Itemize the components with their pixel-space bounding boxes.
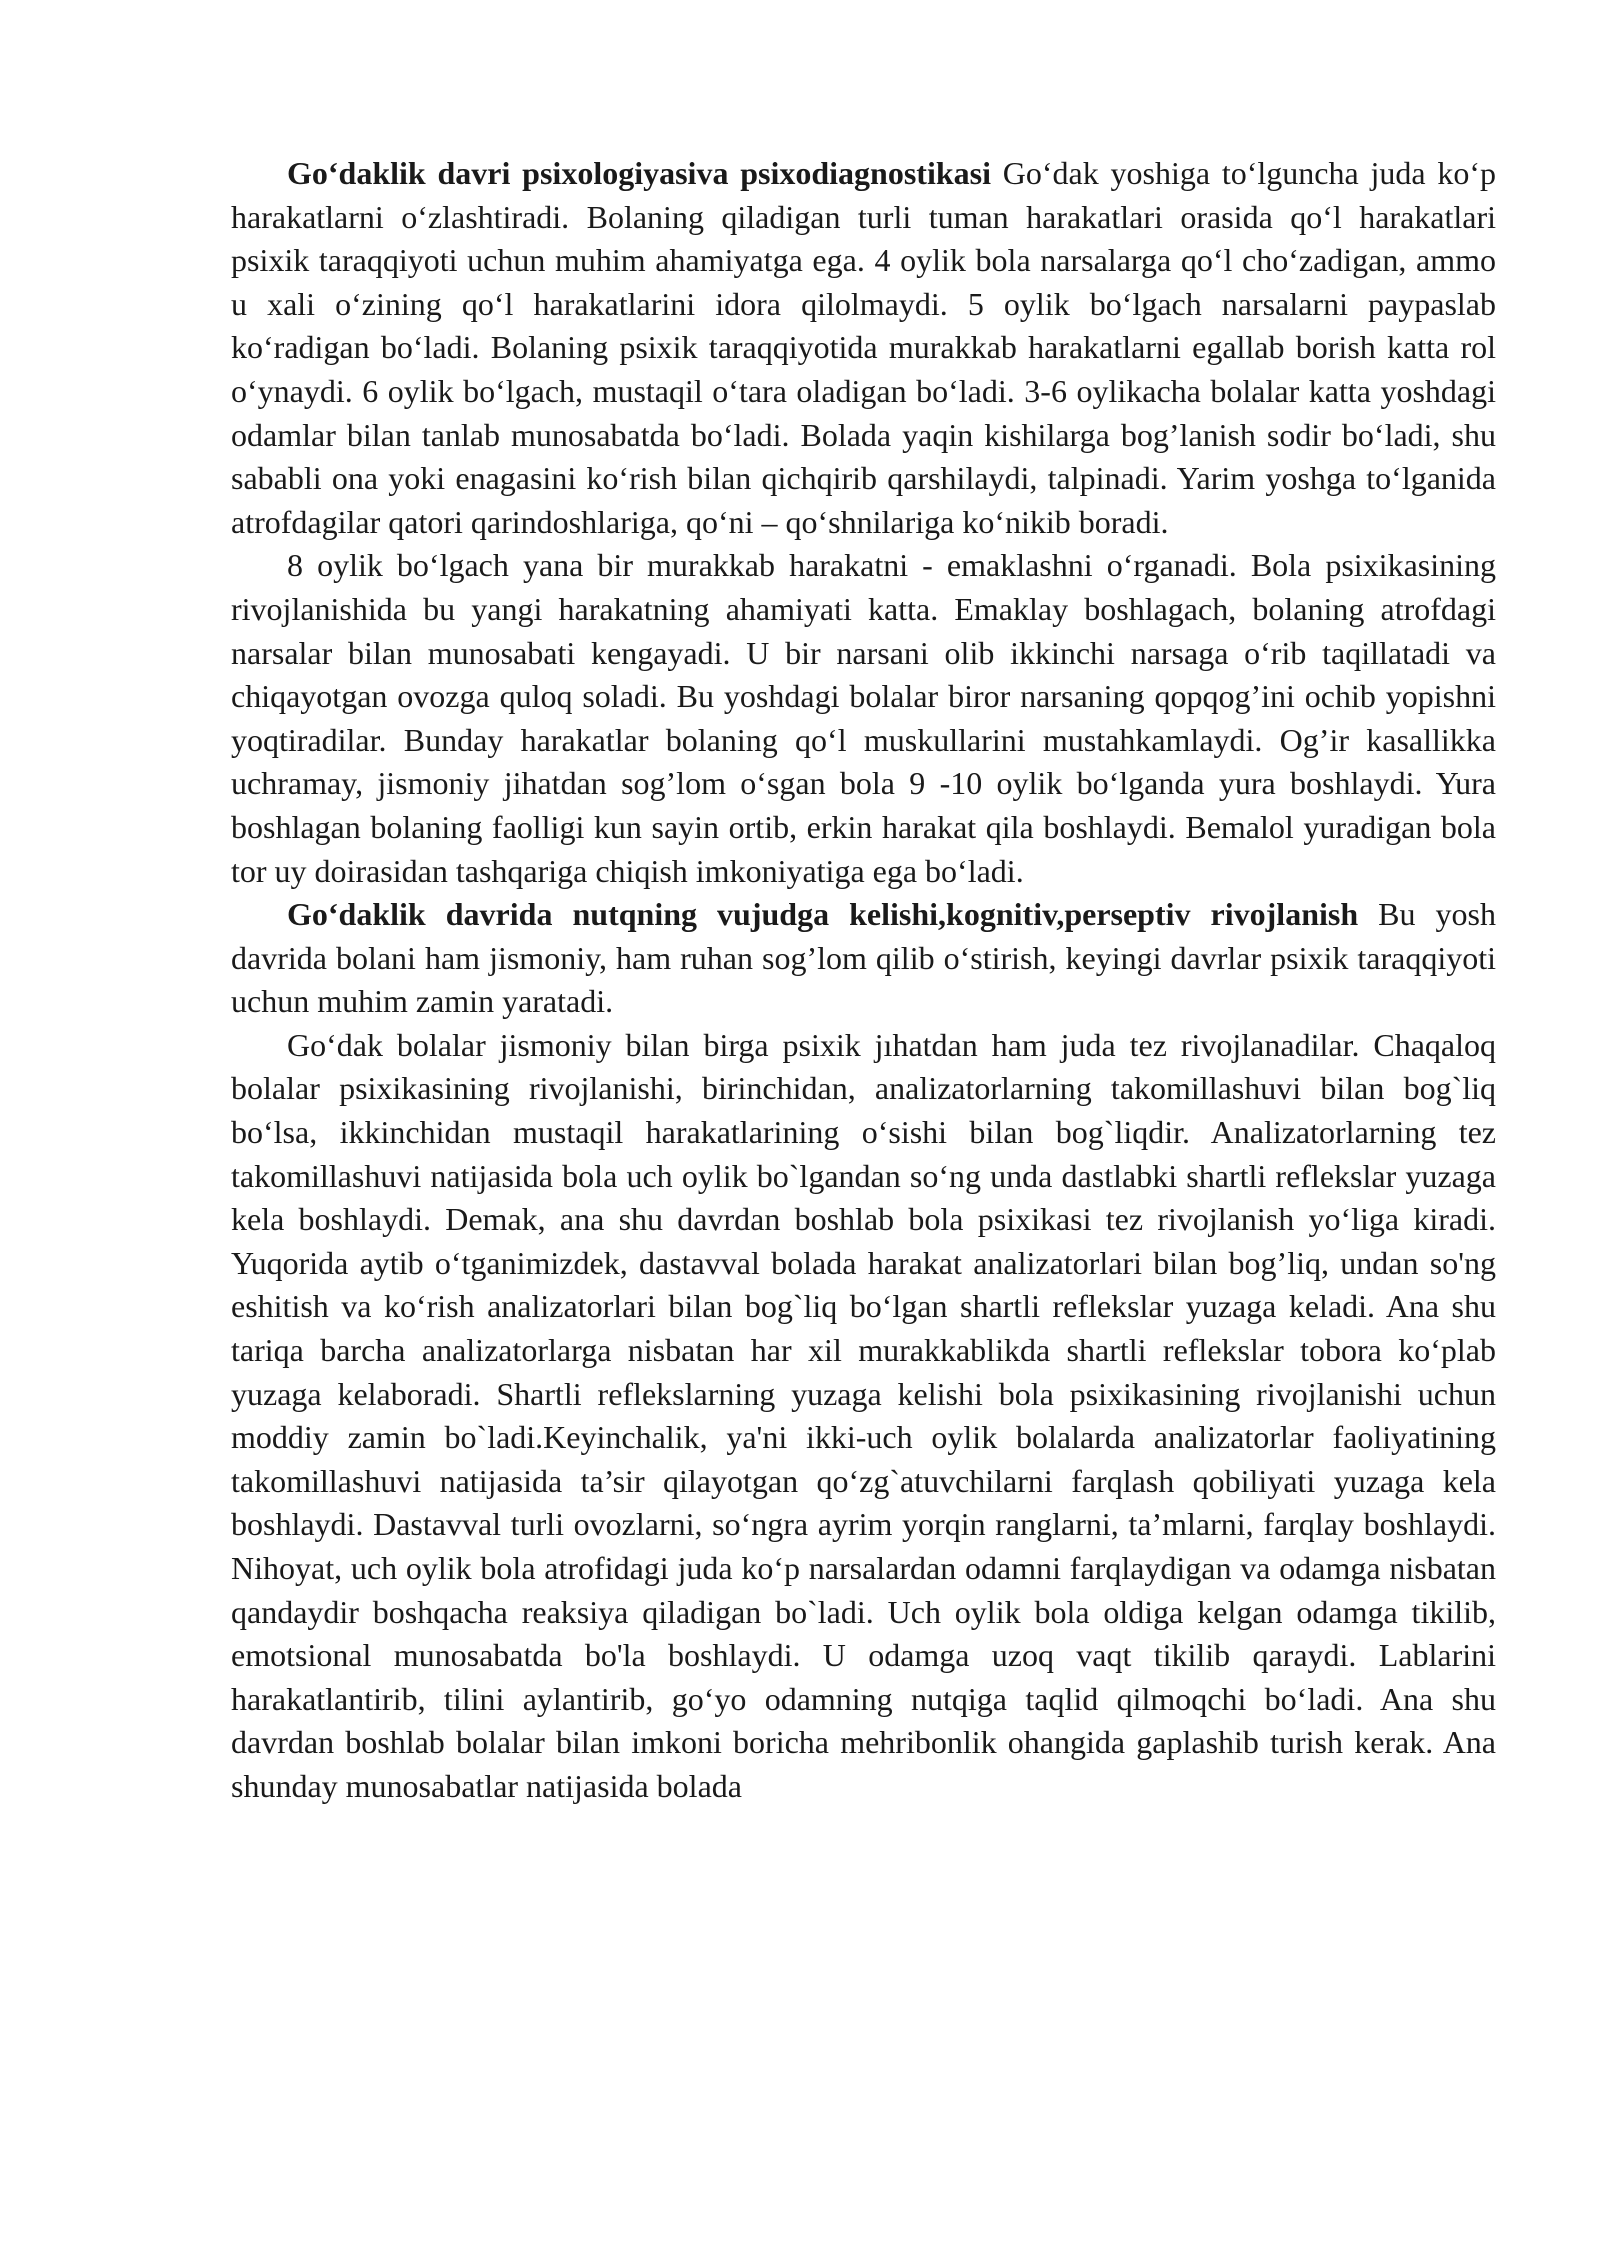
paragraph-speech-development: [231, 893, 1496, 1024]
paragraph-text: Go‘dak bolalar jismoniy bilan birga psixik jıhatdan ham juda tez rivojlanadilar. Chaqaloq bolalar psixikasining rivojlanishi, birinchidan, analizatorlarning takomillashuvi bilan bog`liq bo‘lsa, ikkinchidan mustaqil harakatlarining o‘sishi bilan bog`liqdir. Analizatorlarning tez takomillashuvi natijasida bola uch oylik bo`lgandan so‘ng unda dastlabki shartli reflekslar yuzaga kela boshlaydi. Demak, ana shu davrdan boshlab bola psixikasi tez rivojlanish yo‘liga kiradi. Yuqorida aytib o‘tganimizdek, dastavval bolada harakat analizatorlari bilan bog’liq, undan so'ng eshitish va ko‘rish analizatorlari bilan bog`liq bo‘lgan shartli reflekslar yuzaga keladi. Ana shu tariqa barcha analizatorlarga nisbatan har xil murakkablikda shartli reflekslar tobora ko‘plab yuzaga kelaboradi. Shartli reflekslarning yuzaga kelishi bola psixikasining rivojlanishi uchun moddiy zamin bo`ladi.Keyinchalik, ya'ni ikki-uch oylik bolalarda analizatorlar faoliyatining takomillashuvi natijasida ta’sir qilayotgan qo‘zg`atuvchilarni farqlash qobiliyati yuzaga kela boshlaydi. Dastavval turli ovozlarni, so‘ngra ayrim yorqin ranglarni, ta’mlarni, farqlay boshlaydi. Nihoyat, uch oylik bola atrofidagi juda ko‘p narsalardan odamni farqlaydigan va odamga nisbatan qandaydir boshqacha reaksiya qiladigan bo`ladi. Uch oylik bola oldiga kelgan odamga tikilib, emotsional munosabatda bo'la boshlaydi. U odamga uzoq vaqt tikilib qaraydi. Lablarini harakatlantirib, tilini aylantirib, go‘yo odamning nutqiga taqlid qilmoqchi bo‘ladi. Ana shu davrdan boshlab bolalar bilan imkoni boricha mehribonlik ohangida gaplashib turish kerak. Ana shunday munosabatlar natijasida bolada: [231, 1026, 1496, 1804]
section-heading-infancy-psychology: Go‘daklik davri psixologiyasiva psixodiagnostikasi: [287, 155, 991, 191]
section-heading-speech-development: Go‘daklik davrida nutqning vujudga kelishi,kognitiv,perseptiv rivojlanish: [287, 896, 1359, 933]
paragraph-text: Bu yosh davrida bolani ham jismoniy, ham ruhan sog’lom qilib o‘stirish, keyingi davrlar psixik taraqqiyoti uchun muhim zamin yaratadi.: [231, 896, 1497, 1020]
document-page: [231, 152, 1496, 1809]
paragraph-intro: [231, 152, 1496, 544]
paragraph-psychic-development: [231, 1024, 1496, 1809]
paragraph-text: Go‘dak yoshiga to‘lguncha juda ko‘p harakatlarni o‘zlashtiradi. Bolaning qiladigan turli tuman harakatlari orasida qo‘l harakatlari psixik taraqqiyoti uchun muhim ahamiyatga ega. 4 oylik bola narsalarga qo‘l cho‘zadigan, ammo u xali o‘zining qo‘l harakatlarini idora qilolmaydi. 5 oylik bo‘lgach narsalarni paypaslab ko‘radigan bo‘ladi. Bolaning psixik taraqqiyotida murakkab harakatlarni egallab borish katta rol o‘ynaydi. 6 oylik bo‘lgach, mustaqil o‘tara oladigan bo‘ladi. 3-6 oylikacha bolalar katta yoshdagi odamlar bilan tanlab munosabatda bo‘ladi. Bolada yaqin kishilarga bog’lanish sodir bo‘ladi, shu sababli ona yoki enagasini ko‘rish bilan qichqirib qarshilaydi, talpinadi. Yarim yoshga to‘lganida atrofdagilar qatori qarindoshlariga, qo‘ni – qo‘shnilariga ko‘nikib boradi.: [231, 155, 1496, 540]
paragraph-crawling: [231, 544, 1496, 893]
paragraph-text: 8 oylik bo‘lgach yana bir murakkab harakatni - emaklashni o‘rganadi. Bola psixikasining rivojlanishida bu yangi harakatning ahamiyati katta. Emaklay boshlagach, bolaning atrofdagi narsalar bilan munosabati kengayadi. U bir narsani olib ikkinchi narsaga o‘rib taqillatadi va chiqayotgan ovozga quloq soladi. Bu yoshdagi bolalar biror narsaning qopqog’ini ochib yopishni yoqtiradilar. Bunday harakatlar bolaning qo‘l muskullarini mustahkamlaydi. Og’ir kasallikka uchramay, jismoniy jihatdan sog’lom o‘sgan bola 9 -10 oylik bo‘lganda yura boshlaydi. Yura boshlagan bolaning faolligi kun sayin ortib, erkin harakat qila boshlaydi. Bemalol yuradigan bola tor uy doirasidan tashqariga chiqish imkoniyatiga ega bo‘ladi.: [231, 547, 1496, 889]
